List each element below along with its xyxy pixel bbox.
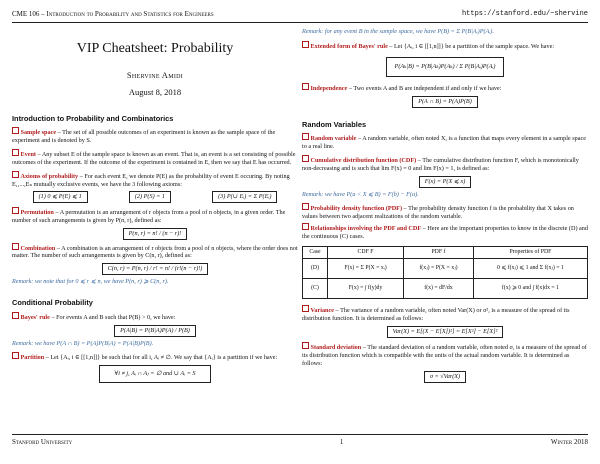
term-label: Combination xyxy=(20,244,56,252)
cdf-paragraph xyxy=(302,155,588,173)
term-text: – For events A and B such that P(B) > 0, we have: xyxy=(49,313,176,321)
term-label: Random variable xyxy=(310,135,357,143)
axiom-1: (1) 0 ⩽ P(E) ⩽ 1 xyxy=(33,191,88,203)
standard-deviation-paragraph xyxy=(302,342,588,368)
checkbox-icon xyxy=(12,207,19,214)
cdf-formula: F(x) = P(X ⩽ x) xyxy=(419,176,472,188)
cdf-remark: Remark: we have P(a < X ⩽ B) = F(b) − F(a). xyxy=(302,190,419,198)
term-label: Probability density function (PDF) xyxy=(310,204,402,212)
axiom-3: (3) P(∪ Eᵢ) = Σ P(Eᵢ) xyxy=(212,191,277,203)
random-variable-paragraph xyxy=(302,133,588,151)
term-label: Event xyxy=(20,151,36,158)
table-header: Case xyxy=(303,246,328,258)
page-footer xyxy=(12,438,588,447)
term-label: Cumulative distribution function (CDF) xyxy=(310,157,417,165)
term-text: – Two events A and B are independent if and only if we have: xyxy=(347,84,502,92)
right-column xyxy=(302,26,588,386)
combination-formula: C(n, r) = P(n, r) / r! = n! / (r!(n − r)!) xyxy=(102,263,209,275)
term-label: Partition xyxy=(20,353,45,361)
partition-formula: ∀i ≠ j, Aᵢ ∩ Aⱼ = ∅ and ∪ Aᵢ = S xyxy=(99,365,210,383)
table-cell: f(x) ⩾ 0 and ∫ f(x)dx = 1 xyxy=(473,278,587,298)
checkbox-icon xyxy=(302,133,309,140)
term-text: – A combination is an arrangement of r objects from a pool of n objects, where the order does not matter. The number of such arrangements is given by C(n, r), defined as: xyxy=(12,244,298,260)
term-label: Permutation xyxy=(20,208,54,216)
table-row xyxy=(303,278,588,298)
table-cell: (D) xyxy=(303,258,328,278)
table-row xyxy=(303,258,588,278)
relationships-paragraph xyxy=(302,223,588,241)
permutation-formula: P(n, r) = n! / (n − r)! xyxy=(123,228,188,240)
footer-university: Stanford University xyxy=(12,438,73,446)
independence-formula: P(A ∩ B) = P(A)P(B) xyxy=(412,96,478,108)
variance-paragraph xyxy=(302,305,588,323)
doc-date: August 8, 2018 xyxy=(128,86,182,97)
section-heading: Random Variables xyxy=(302,119,367,129)
table-cell: 0 ⩽ f(xⱼ) ⩽ 1 and Σ f(xⱼ) = 1 xyxy=(473,258,587,278)
term-text: – Any subset E of the sample space is known as an event. That is, an event is a set consisting of possible outcomes of the experiment. If the outcome of the experiment is contained in E, then we say that E has occurred. xyxy=(12,151,296,166)
table-cell: F(x) = Σ P(X = xᵢ) xyxy=(328,258,404,278)
term-text: – The standard deviation of a random variable, often noted σ, is a measure of the spread of its distribution function which is compatible with the units of the actual random variable. It is determined as follows: xyxy=(302,343,587,367)
permutation-paragraph xyxy=(12,207,298,225)
bayes-paragraph xyxy=(12,312,298,322)
table-header-row xyxy=(303,246,588,258)
page-number: 1 xyxy=(339,438,344,446)
term-text: – Here are the important properties to know in the discrete (D) and the continuous (C) cases. xyxy=(302,224,588,240)
axioms-paragraph xyxy=(12,171,298,189)
page-header xyxy=(12,9,588,19)
table-header: PDF f xyxy=(404,246,474,258)
table-cell: F(x) = ∫ f(y)dy xyxy=(328,278,404,298)
partition-remark: Remark: for any event B in the sample space, we have P(B) = Σ P(B|Aᵢ)P(Aᵢ). xyxy=(302,28,494,35)
term-text: – For each event E, we denote P(E) as the probability of event E occuring. By noting E₁,...,Eₙ mutually exclusive events, we have the 3 following axioms: xyxy=(12,172,290,188)
checkbox-icon xyxy=(302,342,309,349)
checkbox-icon xyxy=(302,223,309,230)
footer-rule xyxy=(12,434,588,435)
bayes-formula: P(A|B) = P(B|A)P(A) / P(B) xyxy=(114,325,196,337)
axioms-row xyxy=(12,191,298,203)
term-label: Axioms of probability xyxy=(20,172,79,180)
term-label: Variance xyxy=(310,306,334,314)
partition-paragraph xyxy=(12,352,298,362)
sample-space-paragraph xyxy=(12,127,298,145)
term-text: – The variance of a random variable, often noted Var(X) or σ², is a measure of the spread of its distribution function. It is determined as follows: xyxy=(302,306,570,322)
checkbox-icon xyxy=(12,149,19,156)
checkbox-icon xyxy=(302,83,309,90)
table-cell: (C) xyxy=(303,278,328,298)
pdf-cdf-table xyxy=(302,246,588,299)
term-label: Bayes' rule xyxy=(20,313,50,321)
header-rule xyxy=(12,22,588,23)
term-text: – The probability density function f is the probability that X takes on values between two adjacent realizations of the random variable. xyxy=(302,204,574,220)
left-column xyxy=(12,26,298,387)
term-text: – A random variable, often noted X, is a function that maps every element in a sample space to a real line. xyxy=(302,135,586,151)
table-cell: f(x) = dF/dx xyxy=(404,278,474,298)
term-label: Independence xyxy=(310,84,348,92)
term-text: – The cumulative distribution function F, which is monotonically non-decreasing and is such that lim F(x) = 0 and lim F(x) = 1, is defined as: xyxy=(302,157,579,172)
independence-paragraph xyxy=(302,83,588,93)
term-label: Relationships involving the PDF and CDF xyxy=(310,224,422,232)
checkbox-icon xyxy=(12,127,19,134)
bayes-remark: Remark: we have P(A ∩ B) = P(A)P(B|A) = P(A|B)P(B). xyxy=(12,339,154,347)
checkbox-icon xyxy=(302,305,309,312)
pdf-paragraph xyxy=(302,203,588,221)
doc-title: VIP Cheatsheet: Probability xyxy=(76,41,234,56)
footer-term: Winter 2018 xyxy=(550,438,588,446)
term-text: – A permutation is an arrangement of r objects from a pool of n objects, in a given order. The number of such arrangements is given by P(n, r), defined as: xyxy=(12,208,286,224)
extended-bayes-formula: P(Aₖ|B) = P(B|Aₖ)P(Aₖ) / Σ P(B|Aᵢ)P(Aᵢ) xyxy=(386,57,505,77)
term-text: – The set of all possible outcomes of an experiment is known as the sample space of the experiment and is denoted by S. xyxy=(12,129,276,145)
axiom-2: (2) P(S) = 1 xyxy=(129,191,171,203)
table-header: CDF F xyxy=(328,246,404,258)
combination-remark: Remark: we note that for 0 ⩽ r ⩽ n, we have P(n, r) ⩾ C(n, r). xyxy=(12,278,169,286)
course-url[interactable]: https://stanford.edu/~shervine xyxy=(461,10,588,19)
checkbox-icon xyxy=(12,171,19,178)
doc-author: Shervine Amidi xyxy=(126,69,184,80)
checkbox-icon xyxy=(12,352,19,359)
checkbox-icon xyxy=(302,41,309,48)
table-header: Properties of PDF xyxy=(473,246,587,258)
course-title: CME 106 – Introduction to Probability and Statistics for Engineers xyxy=(12,10,214,19)
checkbox-icon xyxy=(302,155,309,162)
checkbox-icon xyxy=(302,203,309,210)
combination-paragraph xyxy=(12,243,298,261)
term-label: Extended form of Bayes' rule xyxy=(310,42,388,50)
term-label: Standard deviation xyxy=(310,343,362,351)
variance-formula: Var(X) = E[(X − E[X])²] = E[X²] − E[X]² xyxy=(387,326,504,338)
table-cell: f(xⱼ) = P(X = xⱼ) xyxy=(404,258,474,278)
extended-bayes-paragraph xyxy=(302,41,588,51)
term-text: – Let {Aᵢ, i ∈ [[1,n]]} be such that for all i, Aᵢ ≠ ∅. We say that {Aᵢ} is a partition if we have: xyxy=(44,353,278,361)
event-paragraph xyxy=(12,149,298,167)
checkbox-icon xyxy=(12,312,19,319)
section-heading: Conditional Probability xyxy=(12,298,93,308)
checkbox-icon xyxy=(12,243,19,250)
standard-deviation-formula: σ = √Var(X) xyxy=(424,371,466,383)
term-label: Sample space xyxy=(20,129,57,137)
term-text: – Let {Aᵢ, i ∈ [[1,n]]} be a partition of the sample space. We have: xyxy=(387,42,555,50)
section-heading: Introduction to Probability and Combinatorics xyxy=(12,113,174,123)
